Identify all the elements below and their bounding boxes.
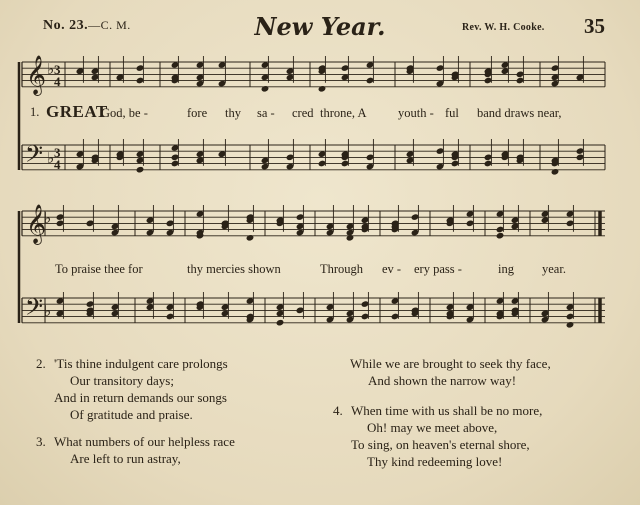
flat-sign: ♭ [44, 209, 52, 227]
clefs-and-signatures [25, 55, 61, 326]
time-signature: 4 [54, 157, 61, 172]
stanza-line: To sing, on heaven's eternal shore, [351, 437, 530, 452]
stanza-line: 'Tis thine indulgent care prolongs [54, 356, 228, 371]
lyric-syllable: ful [445, 106, 459, 120]
note-head [136, 166, 145, 174]
note-head [496, 232, 505, 240]
stanza-line: When time with us shall be no more, [351, 403, 543, 418]
lyric-syllable: sa - [257, 106, 275, 120]
stanza-4 [333, 402, 542, 470]
verse-number: 1. [30, 105, 40, 119]
lyric-syllable: year. [542, 262, 566, 276]
lyric-syllable: GREAT [46, 102, 108, 121]
stanza-line: And in return demands our songs [54, 390, 227, 405]
lyric-syllable: Through [320, 262, 364, 276]
lyric-syllable: God, be - [101, 106, 148, 120]
stanza-3-continued [350, 355, 551, 389]
bass-clef: 𝄢 [25, 140, 44, 173]
lyric-syllable: throne, A [320, 106, 367, 120]
stanza-2 [36, 355, 228, 423]
time-signature: 3 [54, 62, 61, 77]
lyric-syllable: To praise thee for [55, 262, 143, 276]
time-signature: 4 [54, 74, 61, 89]
stanza-number: 2. [36, 356, 46, 371]
meter-label: —C. M. [88, 18, 131, 32]
stanza-line: Are left to run astray, [70, 451, 181, 466]
stanza-number: 4. [333, 403, 343, 418]
lyric-syllable: fore [187, 106, 208, 120]
lyric-syllable: youth - [398, 106, 434, 120]
lyric-syllable: thy [225, 106, 241, 120]
lyric-syllable: ev - [382, 262, 402, 276]
note-head [346, 234, 355, 242]
lyric-syllable: band draws near, [477, 106, 562, 120]
note-heads [56, 56, 585, 329]
time-signature: 3 [54, 145, 61, 160]
treble-clef: 𝄞 [26, 55, 47, 95]
bass-clef: 𝄢 [25, 293, 44, 326]
treble-clef: 𝄞 [26, 204, 47, 244]
lyric-syllable: cred [292, 106, 314, 120]
note-head [318, 85, 327, 93]
flat-sign: ♭ [44, 302, 52, 320]
lyric-syllable: ery pass - [414, 262, 462, 276]
stanza-line: Our transitory days; [70, 373, 174, 388]
stanza-3 [36, 433, 235, 467]
lyric-syllable: thy mercies shown [187, 262, 281, 276]
note-head [551, 168, 560, 176]
note-head [566, 321, 575, 329]
stanza-line: While we are brought to seek thy face, [350, 356, 551, 371]
hymn-title: New Year. [254, 12, 386, 41]
note-head [246, 234, 255, 242]
flat-sign: ♭ [47, 60, 55, 78]
stanza-line: Of gratitude and praise. [70, 407, 193, 422]
stanza-line: What numbers of our helpless race [54, 434, 235, 449]
note-head [276, 319, 285, 327]
hymn-number-label: No. 23. [43, 18, 89, 33]
flat-sign: ♭ [47, 149, 55, 167]
lyric-line-1 [30, 105, 39, 120]
stanza-line: Oh! may we meet above, [367, 420, 498, 435]
page-number: 35 [584, 14, 605, 38]
lyric-syllable: ing [498, 262, 514, 276]
hymn-author: Rev. W. H. Cooke. [462, 22, 545, 33]
note-head [261, 85, 270, 93]
stanza-line: Thy kind redeeming love! [367, 454, 503, 469]
stanza-line: And shown the narrow way! [368, 373, 517, 388]
stanza-number: 3. [36, 434, 46, 449]
